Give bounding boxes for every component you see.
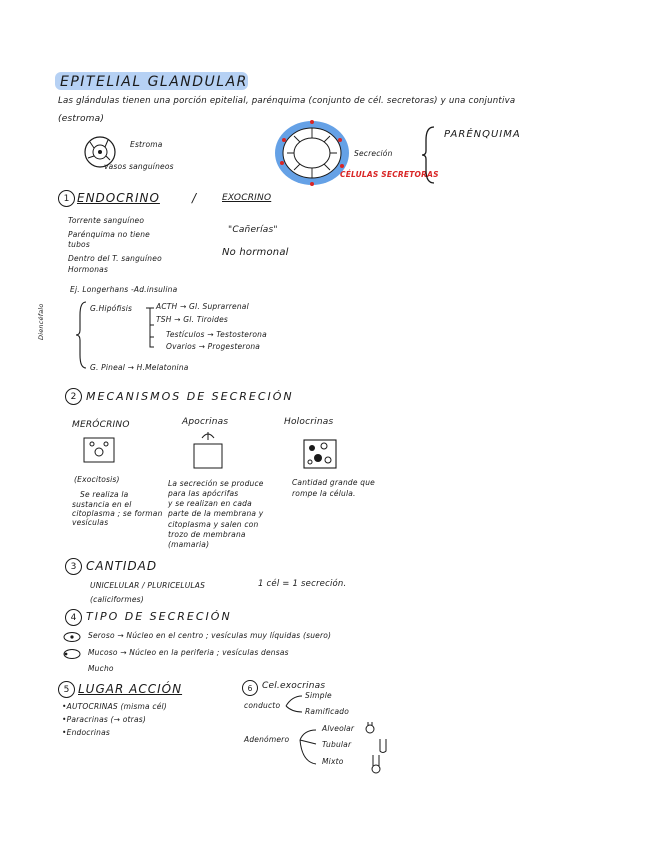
parenquima-brace [420,125,440,185]
holocrinas-line-1: Cantidad grande que [292,478,375,487]
apocrinas-line-7: (mamaria) [168,540,210,549]
lugar-line-3: •Endocrinas [62,728,111,737]
section-3-number: 3 [65,558,82,575]
tsh-branch: TSH → Gl. Tiroides [156,315,229,324]
tipo-line-3: Mucho [88,664,114,673]
adenomero-label: Adenómero [244,735,290,744]
pineal-label: G. Pineal → H.Melatonina [90,363,189,372]
intro-line-2: (estroma) [58,114,105,124]
conducto-simple: Simple [305,691,332,700]
tubular-icon [378,738,388,754]
endocrino-title: ENDOCRINO [77,191,160,205]
section-2-number: 2 [65,388,82,405]
section-1-slash: / [192,191,198,205]
apocrinas-line-1: La secreción se produce [168,479,264,488]
seroso-icon [62,631,82,643]
holocrinas-title: Holocrinas [284,417,334,427]
alveolar-icon [364,720,376,734]
adenomero-mixto: Mixto [322,757,344,766]
apocrinas-line-5: citoplasma y salen con [168,520,259,529]
cantidad-title: CANTIDAD [86,559,158,573]
intro-line-1: Las glándulas tienen una porción epitelial, parénquima (conjunto de cél. secretoras) y una conjuntiva [58,96,516,106]
conducto-label: conducto [244,701,281,710]
apocrinas-title: Apocrinas [182,417,229,427]
cel-exocrinas-title: Cel.exocrinas [262,681,326,691]
section-1-number: 1 [58,190,75,207]
lugar-line-1: •AUTOCRINAS (misma cél) [62,702,167,711]
estroma-label: Estroma [130,140,163,149]
merocrino-line-2: sustancia en el [72,500,132,509]
apocrinas-line-3: y se realizan en cada [168,499,252,508]
adenomero-alveolar: Alveolar [322,724,355,733]
apocrinas-line-2: para las apócrifas [168,489,239,498]
tipo-secrecion-title: TIPO DE SECRECIÓN [86,610,232,623]
merocrino-line-3: citoplasma ; se forman [72,509,163,518]
apocrinas-line-4: parte de la membrana y [168,509,264,518]
lugar-line-2: •Paracrinas (→ otras) [62,715,146,724]
vasos-label: vasos sanguíneos [104,162,174,171]
endocrino-line-3: tubos [68,240,90,249]
exocitosis-label: (Exocitosis) [74,475,120,484]
merocrino-title: MERÓCRINO [72,420,130,430]
page-title: EPITELIAL GLANDULAR [60,74,248,90]
tipo-line-1: Seroso → Núcleo en el centro ; vesículas muy líquidas (suero) [88,631,332,640]
mecanismos-title: MECANISMOS DE SECRECIÓN [86,390,294,403]
diencefalo-brace [74,300,90,370]
holocrinas-line-2: rompe la célula. [292,489,356,498]
parenquima-label: PARÉNQUIMA [444,129,521,140]
section-5-number: 5 [58,681,75,698]
no-hormonal-label: No hormonal [222,247,289,258]
cantidad-line-1: UNICELULAR / PLURICELULAS [90,581,206,590]
acth-branch: ACTH → Gl. Suprarrenal [156,302,249,311]
tipo-line-2: Mucoso → Núcleo en la periferia ; vesículas densas [88,648,289,657]
cantidad-line-2: (caliciformes) [90,595,144,604]
exocrino-title: EXOCRINO [222,193,272,203]
endocrino-line-4: Dentro del T. sanguíneo [68,254,162,263]
merocrino-cell [80,434,120,466]
cantidad-right: 1 cél = 1 secreción. [258,579,347,589]
endocrino-line-1: Torrente sanguíneo [68,216,145,225]
canerias-label: "Cañerías" [228,225,278,235]
mucoso-icon [62,648,82,660]
lugar-accion-title: LUGAR ACCIÓN [78,682,183,696]
adenomero-branches [298,726,322,772]
celulas-secretoras-label: CÉLULAS SECRETORAS [340,170,439,179]
ovarios-branch: Ovarios → Progesterona [166,342,261,351]
section-6-number: 6 [242,680,258,696]
ej-langerhans: Ej. Longerhans -Ad.insulina [70,285,178,294]
hipofisis-label: G.Hipófisis [90,304,133,313]
section-4-number: 4 [65,609,82,626]
testiculos-branch: Testículos → Testosterona [166,330,267,339]
apocrinas-line-6: trozo de membrana [168,530,246,539]
conducto-ramificado: Ramificado [305,707,349,716]
adenomero-tubular: Tubular [322,740,352,749]
endocrino-line-5: Hormonas [68,265,109,274]
merocrino-line-4: vesículas [72,518,109,527]
mixto-icon [370,754,382,774]
apocrinas-cell [188,430,228,470]
holocrinas-cell [300,436,340,472]
merocrino-line-1: Se realiza la [80,490,129,499]
endocrino-line-2: Parénquima no tiene [68,230,150,239]
diencefalo-label: Diencéfalo [37,303,45,340]
secrecion-label: Secreción [354,149,393,158]
